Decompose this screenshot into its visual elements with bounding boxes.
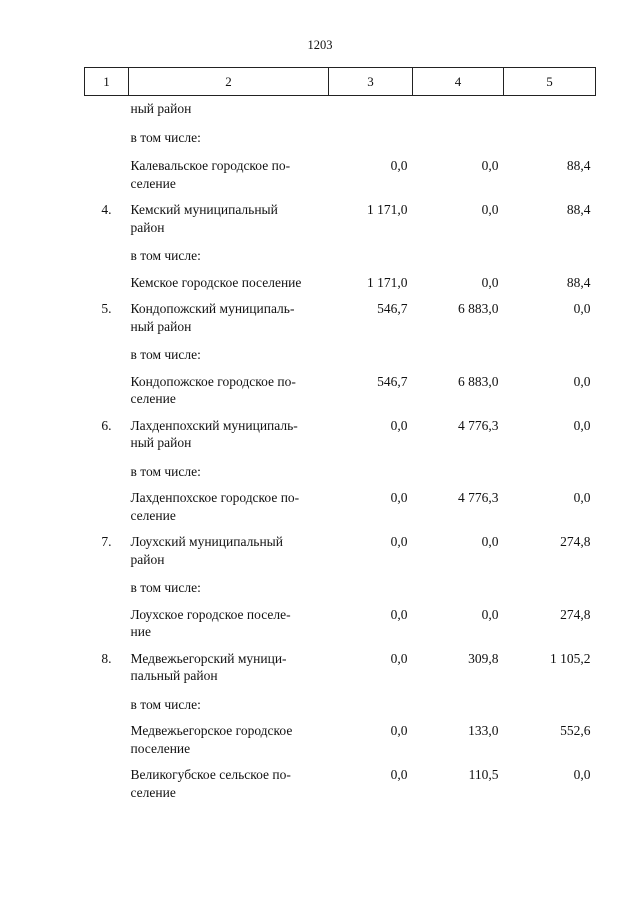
row-value-col4: 0,0 (481, 534, 499, 549)
row-index (85, 236, 129, 265)
row-index (85, 713, 129, 757)
row-value-col4 (413, 118, 504, 147)
table-row (85, 265, 596, 292)
row-value-col4: 4 776,3 (458, 490, 499, 505)
row-index (85, 265, 129, 292)
table-row (85, 568, 596, 597)
row-value-col3: 1 171,0 (367, 202, 408, 217)
row-value-col4 (413, 685, 504, 714)
row-name: в том числе: (130, 248, 201, 263)
row-value-col4: 110,5 (468, 767, 499, 782)
row-index (85, 480, 129, 524)
row-value-col5: 88,4 (566, 158, 591, 173)
table-row (85, 524, 596, 568)
table-row (85, 408, 596, 452)
row-value-col4: 6 883,0 (458, 301, 499, 316)
row-value-col3: 0,0 (390, 723, 408, 738)
header-cell-4: 4 (413, 68, 504, 96)
row-name: Кемский муниципальный район (130, 202, 278, 235)
row-value-col5 (504, 685, 596, 714)
row-value-col5: 0,0 (573, 417, 591, 433)
row-value-col4 (413, 96, 504, 118)
row-name: в том числе: (130, 580, 201, 595)
table-row (85, 291, 596, 335)
row-value-col3: 0,0 (390, 650, 408, 666)
row-name: Лоухское городское поселе- ние (130, 606, 291, 639)
row-name: Кемское городское поселение (130, 274, 302, 290)
row-value-col3: 0,0 (390, 417, 408, 433)
row-index: 5. (101, 301, 112, 316)
row-value-col3 (329, 452, 413, 481)
table-row (85, 146, 596, 192)
row-value-col3: 546,7 (377, 373, 408, 389)
row-name: в том числе: (130, 696, 201, 712)
row-value-col3: 1 171,0 (367, 274, 408, 290)
table-row (85, 335, 596, 364)
row-value-col5 (504, 118, 596, 147)
row-value-col4: 4 776,3 (458, 417, 499, 433)
row-index: 6. (101, 417, 112, 433)
table-header (85, 68, 596, 96)
row-value-col3: 0,0 (390, 490, 408, 505)
row-index: 4. (101, 202, 112, 217)
page-number: 1203 (307, 38, 333, 52)
row-value-col5 (504, 452, 596, 481)
row-value-col5: 0,0 (573, 490, 591, 505)
row-index (85, 597, 129, 641)
row-name: Лахденпохский муниципаль- ный район (130, 417, 298, 450)
row-value-col3 (329, 335, 413, 364)
row-name: Великогубское сельское по- селение (130, 767, 291, 800)
row-index (85, 118, 129, 147)
table-row (85, 96, 596, 118)
row-name: в том числе: (130, 463, 201, 479)
header-cell-1: 1 (85, 68, 129, 96)
table-row (85, 685, 596, 714)
row-index (85, 335, 129, 364)
row-index: 7. (101, 534, 112, 549)
table-row (85, 118, 596, 147)
row-name: Калевальское городское по- селение (130, 158, 291, 191)
table-row (85, 480, 596, 524)
row-value-col4 (413, 568, 504, 597)
row-value-col5 (504, 335, 596, 364)
row-value-col5: 0,0 (573, 767, 591, 782)
row-value-col5 (504, 568, 596, 597)
row-value-col3: 0,0 (390, 534, 408, 549)
row-value-col3: 546,7 (377, 301, 408, 316)
header-cell-5: 5 (504, 68, 596, 96)
row-value-col3: 0,0 (390, 606, 408, 622)
row-index: 8. (101, 650, 112, 666)
row-name: Лахденпохское городское по- селение (130, 490, 300, 523)
table-row (85, 597, 596, 641)
row-value-col3: 0,0 (390, 158, 408, 173)
row-value-col4: 6 883,0 (458, 373, 499, 389)
row-index (85, 757, 129, 801)
row-value-col5: 88,4 (566, 202, 591, 217)
row-name: Кондопожский муниципаль- ный район (130, 301, 295, 334)
row-index (85, 452, 129, 481)
row-value-col3 (329, 568, 413, 597)
data-table (84, 67, 596, 801)
row-name: в том числе: (130, 129, 201, 145)
table-row (85, 192, 596, 236)
row-value-col4: 0,0 (481, 606, 499, 622)
table-row (85, 364, 596, 408)
header-cell-2: 2 (129, 68, 329, 96)
table-row (85, 641, 596, 685)
row-index (85, 96, 129, 118)
row-value-col5: 88,4 (566, 274, 591, 290)
row-value-col3 (329, 685, 413, 714)
row-value-col5: 0,0 (573, 301, 591, 316)
row-name: Медвежьегорское городское поселение (130, 723, 293, 756)
row-value-col4 (413, 452, 504, 481)
row-value-col5 (504, 236, 596, 265)
row-value-col4: 0,0 (481, 274, 499, 290)
row-name: ный район (130, 101, 192, 116)
row-name: Медвежьегорский муници- пальный район (130, 650, 287, 683)
table-body (85, 96, 596, 802)
row-index (85, 685, 129, 714)
row-index (85, 568, 129, 597)
row-value-col5: 1 105,2 (550, 650, 591, 666)
table-row (85, 713, 596, 757)
row-value-col5: 0,0 (573, 373, 591, 389)
row-value-col4: 133,0 (468, 723, 499, 738)
row-value-col4 (413, 335, 504, 364)
row-index (85, 146, 129, 192)
table-row (85, 236, 596, 265)
row-value-col3 (329, 236, 413, 265)
row-value-col5: 274,8 (560, 534, 591, 549)
table-row (85, 452, 596, 481)
row-value-col3 (329, 96, 413, 118)
header-cell-3: 3 (329, 68, 413, 96)
row-value-col5: 552,6 (560, 723, 591, 738)
header-row (85, 68, 596, 96)
row-value-col4: 309,8 (468, 650, 499, 666)
row-value-col4 (413, 236, 504, 265)
row-value-col3 (329, 118, 413, 147)
row-name: в том числе: (130, 347, 201, 362)
table-row (85, 757, 596, 801)
row-name: Кондопожское городское по- селение (130, 373, 296, 406)
row-value-col5 (504, 96, 596, 118)
row-name: Лоухский муниципальный район (130, 534, 283, 567)
row-value-col4: 0,0 (481, 202, 499, 217)
row-value-col3: 0,0 (390, 767, 408, 782)
row-value-col5: 274,8 (560, 606, 591, 622)
row-value-col4: 0,0 (481, 158, 499, 173)
row-index (85, 364, 129, 408)
